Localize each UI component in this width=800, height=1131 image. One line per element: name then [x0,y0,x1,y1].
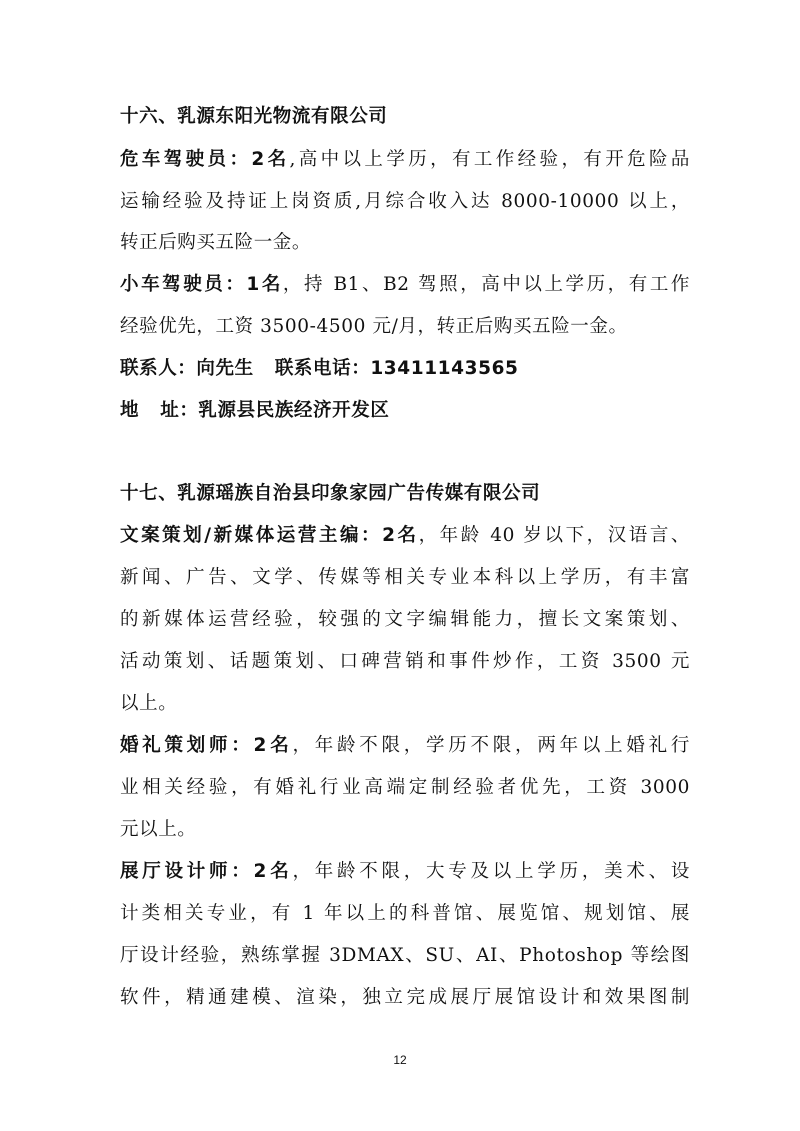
job-text: ，年龄 40 岁以下，汉语言、 [418,525,690,546]
s16-job1-line1 [120,147,690,173]
job-label: 小车驾驶员：1名 [120,274,283,295]
s17-job1-line2: 新闻、广告、文学、传媒等相关专业本科以上学历，有丰富 [120,567,690,588]
job-text: ，年龄不限，学历不限，两年以上婚礼行 [292,735,690,756]
s17-job2-line3: 元以上。 [120,819,197,840]
s17-job2-line2: 业相关经验，有婚礼行业高端定制经验者优先，工资 3000 [120,777,690,798]
job-label: 文案策划/新媒体运营主编：2名 [120,525,419,546]
s17-job3-line4: 软件，精通建模、渲染，独立完成展厅展馆设计和效果图制 [120,987,690,1008]
s16-job2-line2: 经验优先，工资 3500-4500 元/月，转正后购买五险一金。 [120,316,628,337]
s16-job1-line3: 转正后购买五险一金。 [120,232,312,253]
s17-job3-line2: 计类相关专业，有 1 年以上的科普馆、展览馆、规划馆、展 [120,903,690,924]
job-text: ，持 B1、B2 驾照，高中以上学历，有工作 [282,274,690,295]
section-17-title: 十七、乳源瑶族自治县印象家园广告传媒有限公司 [120,483,541,504]
s16-job1-line2: 运输经验及持证上岗资质,月综合收入达 8000-10000 以上， [120,191,690,212]
s17-job1-line3: 的新媒体运营经验，较强的文字编辑能力，擅长文案策划、 [120,609,690,630]
job-label: 展厅设计师：2名 [120,861,293,882]
job-text: ，年龄不限，大专及以上学历，美术、设 [292,861,690,882]
s17-job1-line1 [120,523,690,549]
section-16-title: 十六、乳源东阳光物流有限公司 [120,106,388,127]
s16-contact: 联系人：向先生 联系电话：13411143565 [120,358,519,379]
page-number: 12 [393,1053,407,1067]
s17-job1-line4: 活动策划、话题策划、口碑营销和事件炒作，工资 3500 元 [120,651,690,672]
s17-job1-line5: 以上。 [120,693,178,714]
job-label: 危车驾驶员：2名 [120,149,290,170]
s17-job2-line1 [120,733,690,759]
s16-job2-line1 [120,272,690,298]
s17-job3-line3: 厅设计经验，熟练掌握 3DMAX、SU、AI、Photoshop 等绘图 [120,945,690,966]
s16-address: 地 址：乳源县民族经济开发区 [120,400,390,421]
job-label: 婚礼策划师：2名 [120,735,293,756]
job-text: ,高中以上学历，有工作经验，有开危险品 [289,149,690,170]
s17-job3-line1 [120,859,690,885]
